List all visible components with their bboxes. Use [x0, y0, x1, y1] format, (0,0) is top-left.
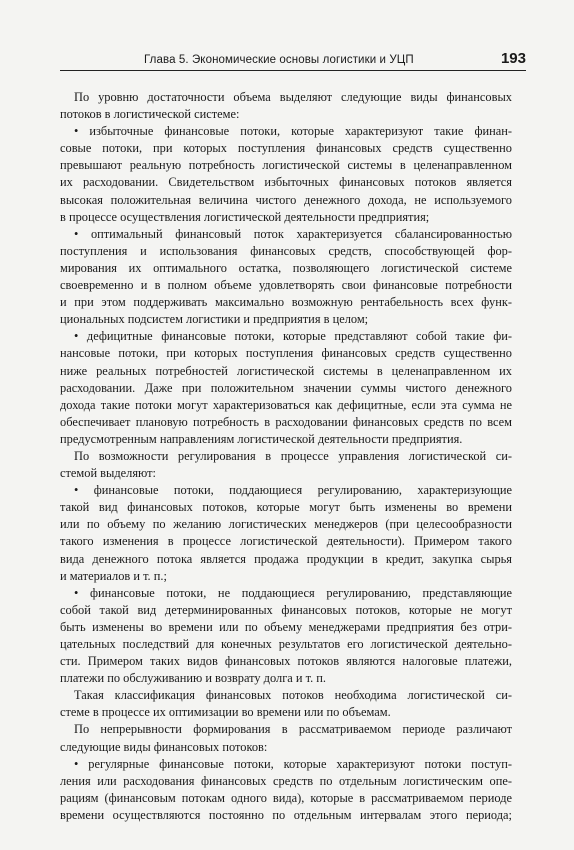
text-line: превышают реальную потребность логистической системы в целенаправленном	[60, 158, 512, 173]
text-line: • финансовые потоки, не поддающиеся регулированию, представляющие	[74, 585, 512, 600]
text-line: или по объему по желанию логистических менеджеров (при целесообразности	[60, 517, 512, 532]
text-line: вида денежного потока является продажа продукции в кредит, закупка сырья	[60, 551, 512, 566]
text-line: мирования их оптимального остатка, позволяющего логистической системе	[60, 260, 512, 275]
text-line: • дефицитные финансовые потоки, которые представляют собой такие фи-	[74, 329, 512, 344]
text-line: расходовании. Даже при положительном значении суммы чистого денежного	[60, 380, 512, 395]
body-text	[60, 89, 512, 824]
text-line: нансовые потоки, при которых поступления финансовых средств существенно	[60, 346, 512, 361]
text-line: дохода такие потоки могут характеризоваться как дефицитные, если эта сумма не	[60, 397, 512, 412]
text-line: циональных подсистем логистики и предприятия в целом;	[60, 312, 369, 327]
text-line: стемой выделяют:	[60, 466, 156, 481]
text-line: следующие виды финансовых потоков:	[60, 739, 268, 754]
text-line: высокая положительная величина чистого денежного дохода, не используемого	[60, 192, 512, 207]
text-line: По возможности регулирования в процессе управления логистической си-	[74, 448, 512, 463]
text-line: рациям (финансовым потокам одного вида), которые в рассматриваемом периоде	[60, 790, 512, 805]
text-line: своевременно и в полном объеме удовлетворять свои финансовые потребности	[60, 278, 512, 293]
text-line: ниже реальных потребностей логистической системы в целенаправленном их	[60, 363, 512, 378]
text-line: такой вид финансовых потоков, которые могут быть изменены во времени	[60, 500, 512, 515]
text-line: По непрерывности формирования в рассматриваемом периоде различают	[74, 722, 512, 737]
text-line: • финансовые потоки, поддающиеся регулированию, характеризующие	[74, 483, 512, 498]
text-line: обеспечивает плановую потребность в расходовании финансовых средств по всем	[60, 414, 512, 429]
text-line: времени осуществляются постоянно по отдельным интервалам этого периода;	[60, 807, 512, 822]
text-line: поступления и использования финансовых средств, способствующей фор-	[60, 243, 512, 258]
text-line: быть изменены во времени или по объему менеджерами предприятия без отри-	[60, 619, 512, 634]
text-line: ления или расходования финансовых средств по отдельным логистическим опе-	[60, 773, 512, 788]
text-line: и материалов и т. п.;	[60, 568, 167, 583]
text-line: собой такой вид детерминированных финансовых потоков, которые не могут	[60, 602, 512, 617]
text-line: совые потоки, при которых поступления финансовых средств существенно	[60, 141, 512, 156]
text-line: • регулярные финансовые потоки, которые характеризуют потоки поступ-	[74, 756, 512, 771]
text-line: их расходовании. Свидетельством избыточных финансовых потоков является	[60, 175, 512, 190]
text-line: в процессе осуществления логистической деятельности предприятия;	[60, 209, 430, 224]
running-header	[60, 48, 526, 71]
chapter-title: Глава 5. Экономические основы логистики и УЦП	[144, 54, 414, 66]
text-line: • избыточные финансовые потоки, которые характеризуют такие финан-	[74, 124, 512, 139]
text-line: такого изменения в процессе логистической деятельности). Примером такого	[60, 534, 512, 549]
text-line: предусмотренным направлениям логистической деятельности предприятия.	[60, 431, 463, 446]
page-number: 193	[500, 50, 526, 67]
text-line: стеме в процессе их оптимизации во времени или по объемам.	[60, 705, 391, 720]
text-line: По уровню достаточности объема выделяют следующие виды финансовых	[74, 90, 512, 104]
text-line: и при этом поддерживать максимально возможную рентабельность всех функ-	[60, 295, 512, 310]
text-line: потоков в логистической системе:	[60, 107, 240, 122]
text-line: платежи по обслуживанию и возврату долга и т. п.	[60, 671, 327, 686]
text-line: Такая классификация финансовых потоков необходима логистической си-	[74, 688, 512, 703]
text-line: цательных последствий для конечных результатов его логистической деятельно-	[60, 637, 512, 651]
text-line: сти. Примером таких видов финансовых потоков являются налоговые платежи,	[60, 654, 512, 669]
text-line: • оптимальный финансовый поток характеризуется сбалансированностью	[74, 226, 512, 241]
